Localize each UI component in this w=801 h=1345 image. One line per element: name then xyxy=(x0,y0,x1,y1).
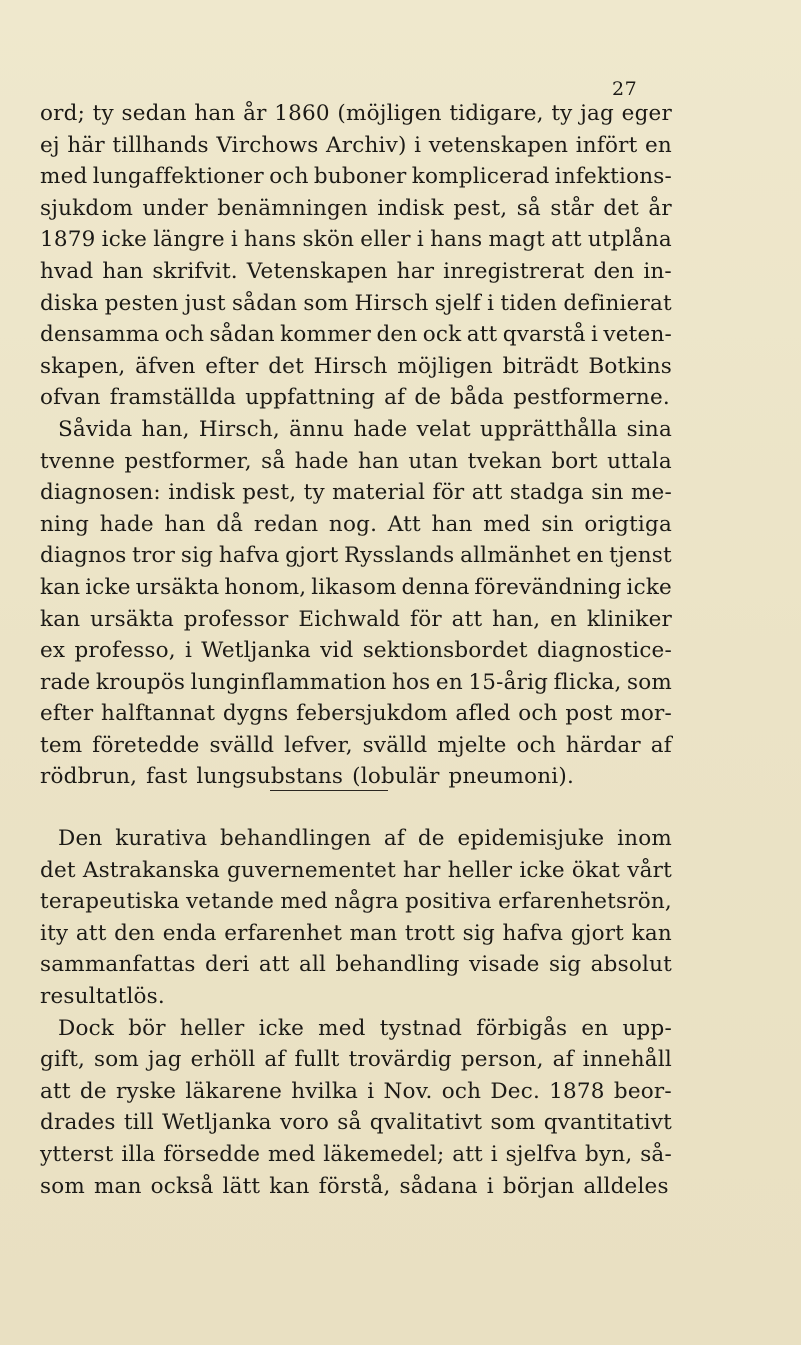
page-number: 27 xyxy=(612,78,638,100)
paragraph xyxy=(40,414,672,793)
text-line: efter halftannat dygns febersjukdom afled och post mor- xyxy=(40,701,672,727)
text-line: resultatlös. xyxy=(40,983,165,1009)
text-line: kan ursäkta professor Eichwald för att han, en kliniker xyxy=(40,606,672,632)
text-block-before-divider xyxy=(40,98,672,793)
text-line: diagnosen: indisk pest, ty material för att stadga sin me- xyxy=(40,480,672,506)
text-block-after-divider xyxy=(40,823,672,1202)
text-line: tvenne pestformer, så hade han utan tvekan bort uttala xyxy=(40,448,672,474)
text-line: densamma och sådan kommer den ock att qvarstå i veten- xyxy=(40,322,672,348)
text-line: drades till Wetljanka voro så qvalitativt som qvantitativt xyxy=(40,1110,672,1136)
text-line: sammanfattas deri att all behandling visade sig absolut xyxy=(40,952,672,978)
text-line: 1879 icke längre i hans skön eller i hans magt att utplåna xyxy=(40,227,672,253)
text-line: ity att den enda erfarenhet man trott sig hafva gjort kan xyxy=(40,920,672,946)
text-line: skapen, äfven efter det Hirsch möjligen biträdt Botkins xyxy=(40,353,672,379)
text-line: sjukdom under benämningen indisk pest, så står det år xyxy=(40,195,672,221)
text-line: Dock bör heller icke med tystnad förbigås en upp- xyxy=(58,1015,672,1041)
text-line: diska pesten just sådan som Hirsch sjelf i tiden definierat xyxy=(40,290,672,316)
paragraph xyxy=(40,98,672,414)
paragraph xyxy=(40,823,672,1013)
text-line: ning hade han då redan nog. Att han med sin origtiga xyxy=(40,511,672,537)
text-line: diagnos tror sig hafva gjort Rysslands allmänhet en tjenst xyxy=(40,543,672,569)
text-line: Såvida han, Hirsch, ännu hade velat upprätthålla sina xyxy=(58,416,672,442)
text-line: kan icke ursäkta honom, likasom denna förevändning icke xyxy=(40,574,672,600)
text-line: tem företedde svälld lefver, svälld mjelte och härdar af xyxy=(40,732,672,758)
text-line: det Astrakanska guvernementet har heller icke ökat vårt xyxy=(40,857,672,883)
text-line: hvad han skrifvit. Vetenskapen har inregistrerat den in- xyxy=(40,258,672,284)
text-line: med lungaffektioner och buboner komplicerad infektions- xyxy=(40,164,672,190)
text-line: som man också lätt kan förstå, sådana i början alldeles xyxy=(40,1173,669,1199)
text-line: terapeutiska vetande med några positiva erfarenhetsrön, xyxy=(40,889,672,915)
section-divider xyxy=(270,790,388,791)
text-line: Den kurativa behandlingen af de epidemisjuke inom xyxy=(58,826,672,851)
text-line: ord; ty sedan han år 1860 (möjligen tidigare, ty jag eger xyxy=(40,101,672,126)
paragraph xyxy=(40,1013,672,1203)
text-line: att de ryske läkarene hvilka i Nov. och Dec. 1878 beor- xyxy=(40,1078,672,1104)
text-line: ytterst illa försedde med läkemedel; att i sjelfva byn, så- xyxy=(40,1141,672,1167)
text-line: ej här tillhands Virchows Archiv) i vetenskapen infört en xyxy=(40,132,672,158)
text-line: ex professo, i Wetljanka vid sektionsbordet diagnostice- xyxy=(40,638,672,664)
text-line: rödbrun, fast lungsubstans (lobulär pneumoni). xyxy=(40,764,575,790)
text-line: rade kroupös lunginflammation hos en 15-årig flicka, som xyxy=(40,669,672,695)
text-line: ofvan framställda uppfattning af de båda pestformerne. xyxy=(40,385,670,411)
text-line: gift, som jag erhöll af fullt trovärdig person, af innehåll xyxy=(40,1047,672,1073)
